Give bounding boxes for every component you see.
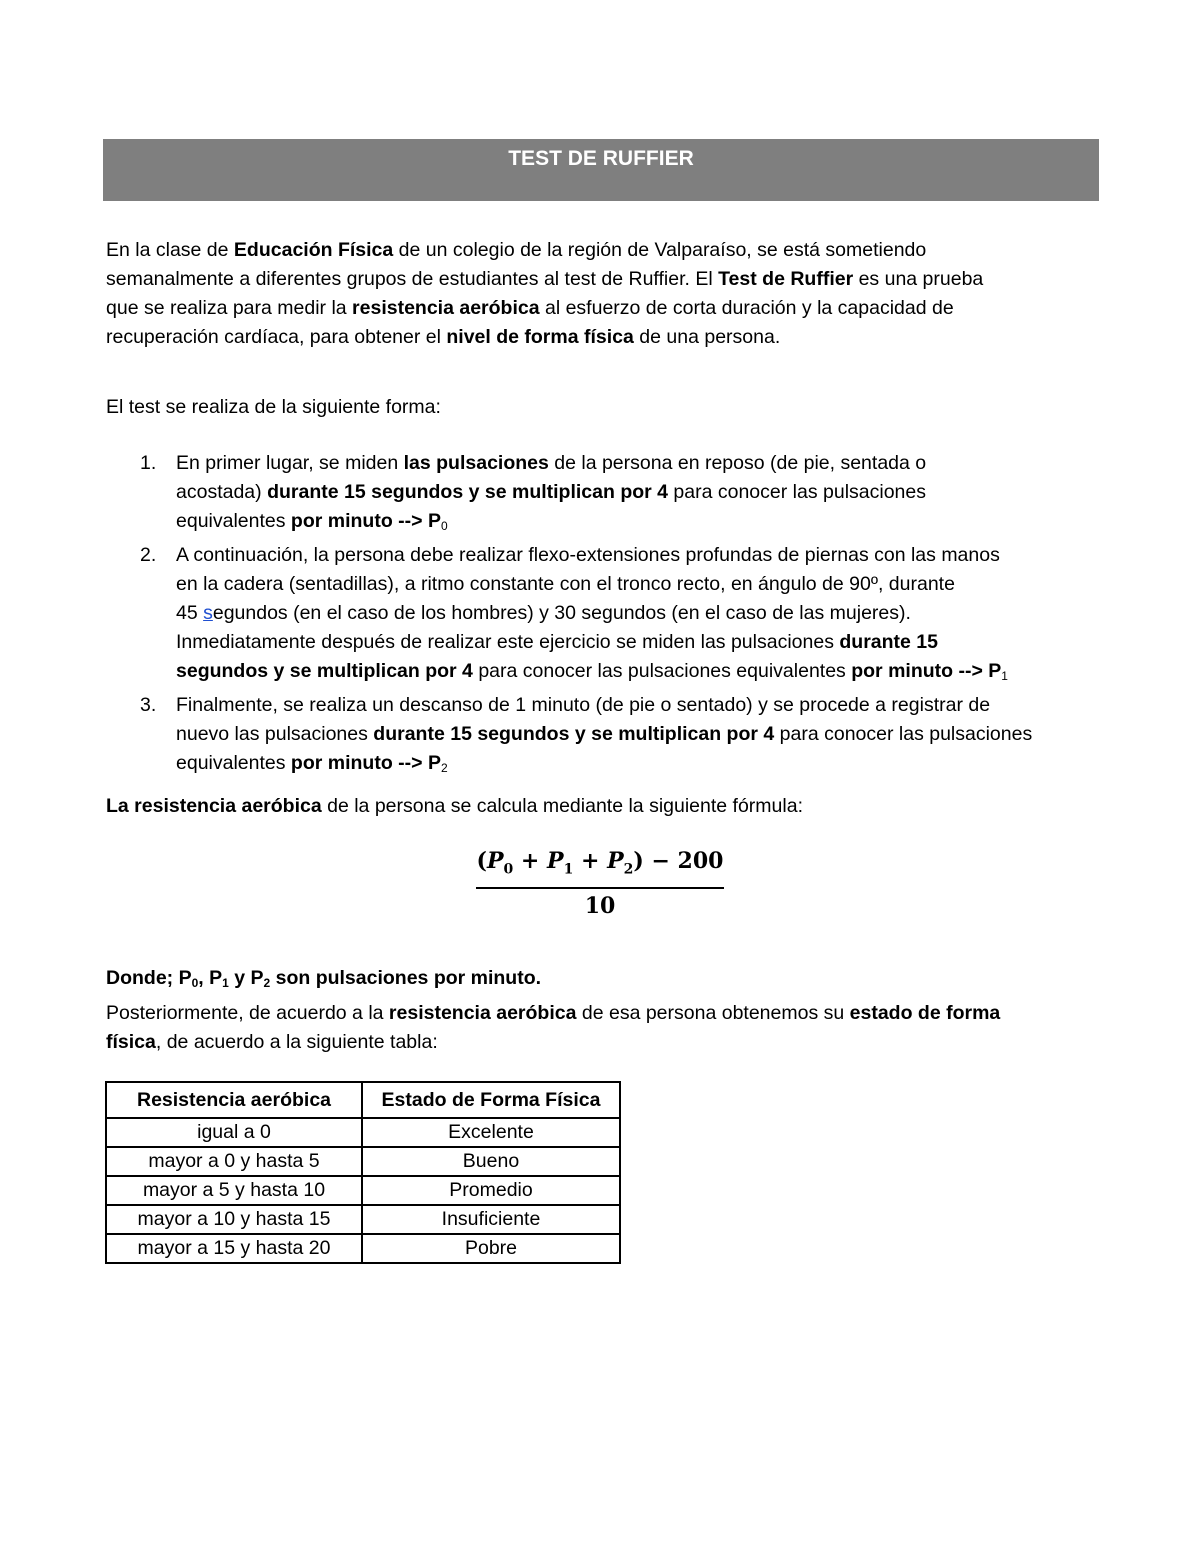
resistance-formula (476, 846, 724, 919)
table-row (106, 1147, 620, 1176)
table-cell: Insuficiente (362, 1205, 620, 1234)
list-item: 2. A continuación, la persona debe realizar flexo-extensiones profundas de piernas con las manos en la cadera (sentadillas), a ritmo constante con el tronco recto, en ángulo de 90º, durante 45 segundos (en el caso de los hombres) y 30 segundos (en el caso de las mujeres). Inmediatamente después de realizar este ejercicio se miden las pulsaciones durante 15 segundos y se multiplican por 4 para conocer las pulsaciones equivalentes por minuto --> $P_1$ (106, 541, 1096, 691)
table-row (106, 1118, 620, 1147)
table-cell: Bueno (362, 1147, 620, 1176)
table-row (106, 1205, 620, 1234)
posterior-paragraph: Posteriormente, de acuerdo a la resistencia aeróbica de esa persona obtenemos su estado de forma física, de acuerdo a la siguiente tabla: (106, 1002, 1001, 1053)
table-header-row (106, 1082, 620, 1118)
procedure-intro: El test se realiza de la siguiente forma: (106, 396, 441, 418)
fraction-bar (476, 887, 724, 889)
table-cell: mayor a 5 y hasta 10 (106, 1176, 362, 1205)
list-item: 3. Finalmente, se realiza un descanso de 1 minuto (de pie o sentado) y se procede a registrar de nuevo las pulsaciones durante 15 segundos y se multiplican por 4 para conocer las pulsaciones equivalentes por minuto --> $P_2$ (106, 691, 1096, 783)
list-number: 3. (140, 694, 157, 716)
intro-line-4: recuperación cardíaca, para obtener el nivel de forma física de una persona. (106, 326, 781, 348)
formula-numerator: $(P_0 + P_1 + P_2) - 200$ (476, 848, 724, 878)
spelling-mark: s (203, 602, 213, 624)
table-cell: mayor a 10 y hasta 15 (106, 1205, 362, 1234)
table-cell: Promedio (362, 1176, 620, 1205)
table-row (106, 1234, 620, 1263)
page-title: TEST DE RUFFIER (508, 147, 694, 170)
table-cell: Pobre (362, 1234, 620, 1263)
formula-denominator: 10 (584, 893, 616, 920)
table-cell: mayor a 15 y hasta 20 (106, 1234, 362, 1263)
fitness-table (105, 1081, 621, 1264)
list-number: 2. (140, 544, 157, 566)
list-number: 1. (140, 452, 157, 474)
table-row (106, 1176, 620, 1205)
list-item: 1. En primer lugar, se miden las pulsaciones de la persona en reposo (de pie, sentada o acostada) durante 15 segundos y se multiplican por 4 para conocer las pulsaciones equivalentes por minuto --> $P_0$ (106, 449, 1096, 541)
intro-line-2: semanalmente a diferentes grupos de estudiantes al test de Ruffier. El Test de Ruffier es una prueba (106, 268, 984, 290)
steps-list (106, 449, 1096, 783)
intro-paragraph (106, 236, 1096, 352)
table-cell: mayor a 0 y hasta 5 (106, 1147, 362, 1176)
title-banner (103, 139, 1099, 201)
intro-line-3: que se realiza para medir la resistencia aeróbica al esfuerzo de corta duración y la capacidad de (106, 297, 954, 319)
donde-note: Donde; $P_0$, $P_1$ y $P_2$ son pulsaciones por minuto. (106, 967, 542, 990)
formula-intro: La resistencia aeróbica de la persona se calcula mediante la siguiente fórmula: (106, 795, 803, 817)
header-resistencia: Resistencia aeróbica (106, 1082, 362, 1118)
table-cell: igual a 0 (106, 1118, 362, 1147)
table-cell: Excelente (362, 1118, 620, 1147)
intro-line-1: En la clase de Educación Física de un colegio de la región de Valparaíso, se está sometiendo (106, 239, 927, 261)
header-estado: Estado de Forma Física (362, 1082, 620, 1118)
